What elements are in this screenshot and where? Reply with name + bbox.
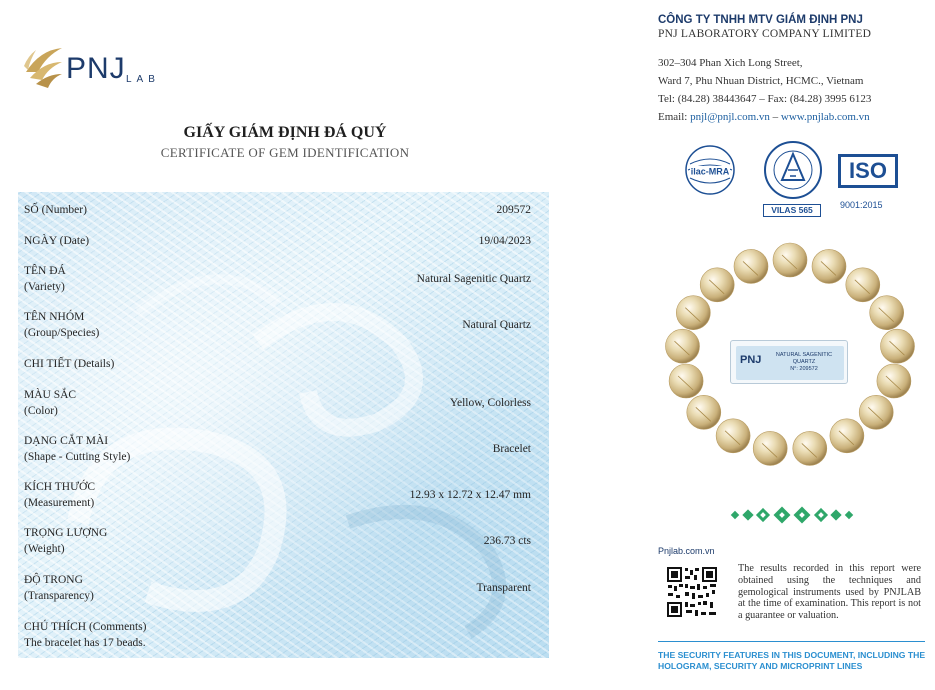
bead: [753, 431, 787, 465]
iso-number: 9001:2015: [840, 200, 883, 210]
field-number-value: 209572: [496, 204, 531, 216]
company-header: [658, 14, 928, 40]
field-transparency-value: Transparent: [476, 582, 531, 594]
field-shape-sublabel: (Shape - Cutting Style): [24, 451, 131, 463]
field-weight-sublabel: (Weight): [24, 543, 65, 555]
field-details-label: CHI TIẾT (Details): [24, 358, 115, 370]
phone-fax: Tel: (84.28) 38443647 – Fax: (84.28) 3995 6123: [658, 93, 872, 105]
qr-code-icon[interactable]: [666, 566, 718, 618]
field-number-label: SỐ (Number): [24, 204, 87, 216]
pnj-decoration-icon: [730, 506, 854, 524]
field-variety-label: TÊN ĐÁ: [24, 265, 66, 277]
field-color-sublabel: (Color): [24, 405, 58, 417]
bead: [716, 419, 750, 453]
tag-line-3: N°: 209572: [790, 366, 818, 372]
field-date-value: 19/04/2023: [478, 235, 531, 247]
bead: [846, 268, 880, 302]
website-link[interactable]: www.pnjlab.com.vn: [780, 111, 870, 123]
bead: [870, 296, 904, 330]
email-link[interactable]: pnjl@pnjl.com.vn: [690, 111, 770, 123]
field-transparency-label: ĐỘ TRONG: [24, 574, 83, 586]
security-watermark: [18, 192, 549, 658]
ilac-text: ilac-MRA: [690, 166, 730, 177]
iso-logo: ISO: [838, 154, 898, 188]
pnj-swirl-icon: [22, 44, 66, 94]
company-name-en: PNJ LABORATORY COMPANY LIMITED: [658, 28, 872, 40]
company-contact: [658, 54, 871, 126]
bead: [877, 364, 911, 398]
address-line-2: Ward 7, Phu Nhuan District, HCMC., Vietnam: [658, 75, 864, 87]
bead: [773, 243, 807, 277]
company-name-vn: CÔNG TY TNHH MTV GIÁM ĐỊNH PNJ: [658, 14, 863, 26]
site-url[interactable]: Pnjlab.com.vn: [658, 546, 715, 556]
tag-line-1: NATURAL SAGENITIC: [775, 352, 833, 358]
field-color-label: MÀU SẮC: [24, 389, 77, 401]
logo-brand-text: PNJ: [66, 52, 126, 85]
bead: [859, 395, 893, 429]
field-group-value: Natural Quartz: [462, 319, 531, 331]
field-group-label: TÊN NHÓM: [24, 311, 85, 323]
vilas-seal-icon: [760, 140, 826, 204]
field-date-label: NGÀY (Date): [24, 235, 90, 247]
field-weight-value: 236.73 cts: [483, 535, 531, 547]
field-measurement-sublabel: (Measurement): [24, 497, 95, 509]
bead: [666, 329, 700, 363]
field-weight-label: TRỌNG LƯỢNG: [24, 527, 108, 539]
email-line: [658, 108, 871, 126]
bead: [793, 431, 827, 465]
vilas-label: VILAS 565: [763, 204, 821, 217]
section-divider: [658, 641, 925, 642]
pnj-lab-logo: [22, 44, 182, 100]
bead: [812, 249, 846, 283]
certificate-tag: [730, 340, 848, 384]
certificate-data-panel: [18, 192, 549, 658]
bead: [734, 249, 768, 283]
field-measurement-value: 12.93 x 12.72 x 12.47 mm: [409, 489, 531, 501]
email-separator: –: [769, 111, 781, 123]
field-comments-text: The bracelet has 17 beads.: [24, 637, 146, 649]
bead: [700, 268, 734, 302]
field-measurement-label: KÍCH THƯỚC: [24, 481, 96, 493]
security-features-text: THE SECURITY FEATURES IN THIS DOCUMENT, INCLUDING THE HOLOGRAM, SECURITY AND MICROPRINT LINES: [658, 650, 926, 671]
email-label: Email:: [658, 111, 691, 123]
field-variety-value: Natural Sagenitic Quartz: [416, 273, 531, 285]
bead: [669, 364, 703, 398]
title-vietnamese: GIẤY GIÁM ĐỊNH ĐÁ QUÝ: [183, 124, 387, 141]
title-english: CERTIFICATE OF GEM IDENTIFICATION: [160, 145, 410, 160]
bead: [676, 296, 710, 330]
bead: [830, 419, 864, 453]
field-shape-label: DẠNG CẮT MÀI: [24, 435, 109, 447]
tag-logo: PNJ: [740, 354, 762, 366]
field-group-sublabel: (Group/Species): [24, 327, 100, 339]
logo-lab-text: LAB: [126, 74, 160, 85]
bead: [881, 329, 915, 363]
field-variety-sublabel: (Variety): [24, 281, 65, 293]
field-transparency-sublabel: (Transparency): [24, 590, 94, 602]
disclaimer-note: The results recorded in this report were obtained using the techniques and gemological instruments used by PNJLAB at the time of examination. This report is not a guarantee or valuation.: [738, 563, 921, 622]
address-line-1: 302–304 Phan Xich Long Street,: [658, 57, 803, 69]
tag-line-2: QUARTZ: [792, 359, 816, 365]
ilac-mra-icon: [680, 140, 740, 200]
field-color-value: Yellow, Colorless: [449, 397, 531, 409]
field-shape-value: Bracelet: [492, 443, 531, 455]
field-comments-label: CHÚ THÍCH (Comments): [24, 621, 147, 633]
bead: [687, 395, 721, 429]
